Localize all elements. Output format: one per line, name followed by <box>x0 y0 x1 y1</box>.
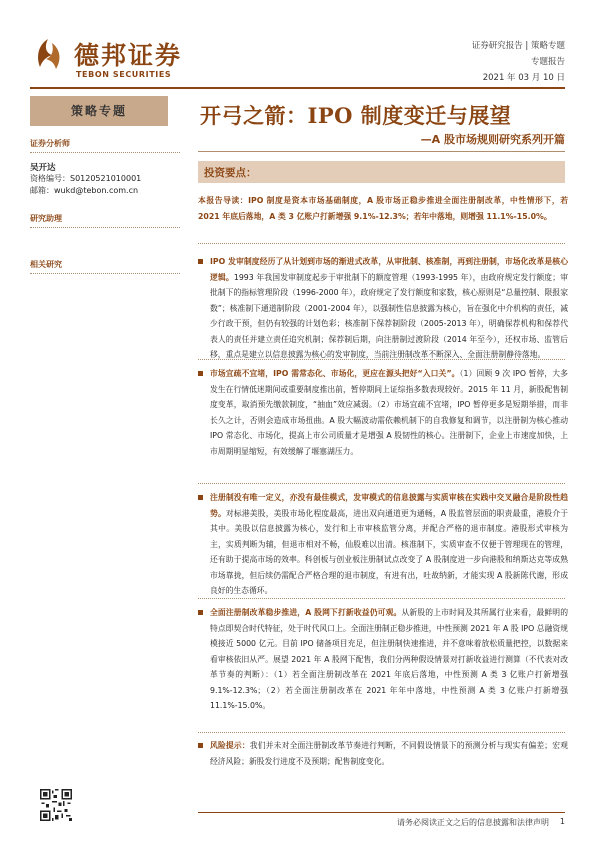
paragraph-3 <box>198 490 568 599</box>
section-separator <box>198 243 565 245</box>
category-label: 策略专题 <box>70 104 127 118</box>
bullet-icon <box>198 371 203 376</box>
bullet-icon <box>198 610 203 615</box>
guide-heading: 本报告导读： <box>198 196 249 205</box>
paragraph-1 <box>198 254 568 363</box>
qr-code-icon <box>40 789 72 821</box>
bullet-icon <box>198 495 203 500</box>
footer-divider <box>198 812 565 813</box>
assistant-section-title: 研究助理 <box>30 213 180 228</box>
analyst-name: 吴开达 <box>30 163 56 173</box>
section-separator <box>198 359 565 361</box>
guide-text: IPO 制度是资本市场基础制度，A 股市场正稳步推进全面注册制改革，中性情形下，若 2021 年底后落地，A 类 3 亿账户打新增强 9.1%-12.3%；若年中落地，则增强 11.1%-15.0%。 <box>198 196 568 221</box>
risk-warning <box>198 738 568 769</box>
paragraph-4 <box>198 605 568 714</box>
related-block <box>30 259 180 274</box>
brand-name: 德邦证券 <box>74 41 183 70</box>
report-subtype: 专题报告 <box>530 57 565 67</box>
paragraph-3-text: 对标港美股，美股市场化程度最高，进出双向通道更为通畅，A 股监管层面的职责最重，港股介于其中。美股以信息披露为核心，发行和上市审核监管分离，并配合严格的退市制度。港股形式审核为主，实质判断为辅，但退市相对不畅，仙股难以出清。核准制下，实质审查不仅便于管理现在的管理，还有助于提高市场的效率。科创板与创业板注册制试点改变了 A 股制度进一步向港股和纳斯达克等成熟市场靠拢，但后续仍需配合严格合理的退市制度，有进有出，吐故纳新，才能实现 A 股新陈代谢，形成良好的生态循环。 <box>210 508 568 595</box>
risk-text: 我们并未对全面注册制改革节奏进行判断，不同假设情景下的预测分析与现实有偏差；宏观经济风险；新股发行进度不及预期；配售制度变化。 <box>210 741 568 766</box>
paragraph-4-text: 从新股的上市时间及其所属行业来看，最鲜明的特点即契合时代特征，处于时代风口上。全面注册制正稳步推进，中性预测 2021 年 A 股 IPO 总融资规模接近 5000 亿元。目前 IPO 储备项目充足，但注册制快速推进，并不意味着放松质量把控，以数据来看审核依旧从严。展望 2021 年 A 股网下配售，我们分两种假设情景对打新收益进行测算（不代表对改革节奏的判断）：（1）若全面注册制改革在 2021 年底后落地，中性预测 A 类 3 亿账户打新增强 9.1%-12.3%；（2）若全面注册制改革在 2021 年年中落地，中性预测 A 类 3 亿账户打新增强 11.1%-15.0%。 <box>210 608 568 710</box>
paragraph-3-heading: 注册制没有唯一定义，亦没有最佳模式，发审模式的信息披露与实质审核在实践中交叉融合是阶段性趋势。 <box>210 493 568 518</box>
report-subtitle: —A 股市场规则研究系列开篇 <box>420 133 565 146</box>
category-box <box>30 96 168 126</box>
report-date: 2021 年 03 月 10 日 <box>482 73 565 83</box>
page-number: 1 <box>559 817 565 826</box>
paragraph-2-text: （1）回顾 9 次 IPO 暂停，大多发生在行情低迷期间或重要制度推出前，暂停期间上证综指多数表现较好。2015 年 11 月，新股配售制度变革，取消预先缴款制度，“抽血”效应减弱。（2）市场宜疏不宜堵，IPO 暂停更多是短期举措，而非长久之计，否则会造成市场扭曲。A 股大幅波动需依赖机制下的自我修复和调节，以注册制为核心推动 IPO 常态化、市场化，提高上市公司质量才是增强 A 股韧性的核心。注册制下，企业上市速度加快，上市周期明显缩短，有效缓解了堰塞湖压力。 <box>210 369 568 456</box>
assistant-block <box>30 213 180 228</box>
paragraph-2-heading: 市场宜疏不宜堵，IPO 需常态化、市场化，更应在源头把好“入口关”。 <box>210 369 460 378</box>
bullet-icon <box>198 743 203 748</box>
analyst-section-title: 证券分析师 <box>30 138 180 153</box>
analyst-license: 资格编号：S0120521010001 <box>30 174 142 183</box>
related-section-title: 相关研究 <box>30 259 180 274</box>
section-separator <box>198 732 565 734</box>
section-separator <box>198 483 565 485</box>
investment-points-bar <box>198 161 565 183</box>
brand-name-en: TEBON SECURITIES <box>76 70 172 79</box>
report-title: 开弓之箭：IPO 制度变迁与展望 <box>200 103 512 128</box>
paragraph-4-heading: 全面注册制改革稳步推进，A 股网下打新收益仍可观。 <box>210 608 402 617</box>
paragraph-1-text: 1993 年我国发审制度起步于审批制下的额度管理（1993-1995 年），由政府规定发行额度；审批制下的指标管理阶段（1996-2000 年），政府规定了发行额度和家数，核心原则是“总量控制、限报家数”；核准制下通道制阶段（2001-2004 年），以强制性信息披露为核心，旨在强化中介机构的责任，减少行政干预，但仍有较强的计划色彩；核准制下保荐制阶段（2005-2013 年），明确保荐机构和保荐代表人的责任并建立责任追究机制；保荐制后期，向注册制过渡阶段（2014 年至今），还权市场、监管后移，重点是建立以信息披露为核心的发审制度，当前注册制改革不断深入、全面注册制静待落地。 <box>210 272 568 359</box>
title-divider <box>198 151 565 152</box>
bullet-icon <box>198 259 203 264</box>
tebon-logo-icon <box>30 37 66 73</box>
section-separator <box>198 598 565 600</box>
report-type: 证券研究报告 | 策略专题 <box>471 41 565 51</box>
footer-disclaimer: 请务必阅读正文之后的信息披露和法律声明 <box>397 818 549 827</box>
analyst-block <box>30 138 180 197</box>
analyst-email[interactable]: 邮箱：wukd@tebon.com.cn <box>30 186 139 195</box>
header-divider <box>30 87 565 89</box>
risk-heading: 风险提示： <box>210 741 250 750</box>
investment-points-label: 投资要点： <box>204 167 257 179</box>
paragraph-1-heading: IPO 发审制度经历了从计划到市场的渐进式改革，从审批制、核准制，再到注册制，市场化改革是核心逻辑。 <box>210 257 568 282</box>
paragraph-2 <box>198 366 568 459</box>
report-guide <box>198 193 568 224</box>
